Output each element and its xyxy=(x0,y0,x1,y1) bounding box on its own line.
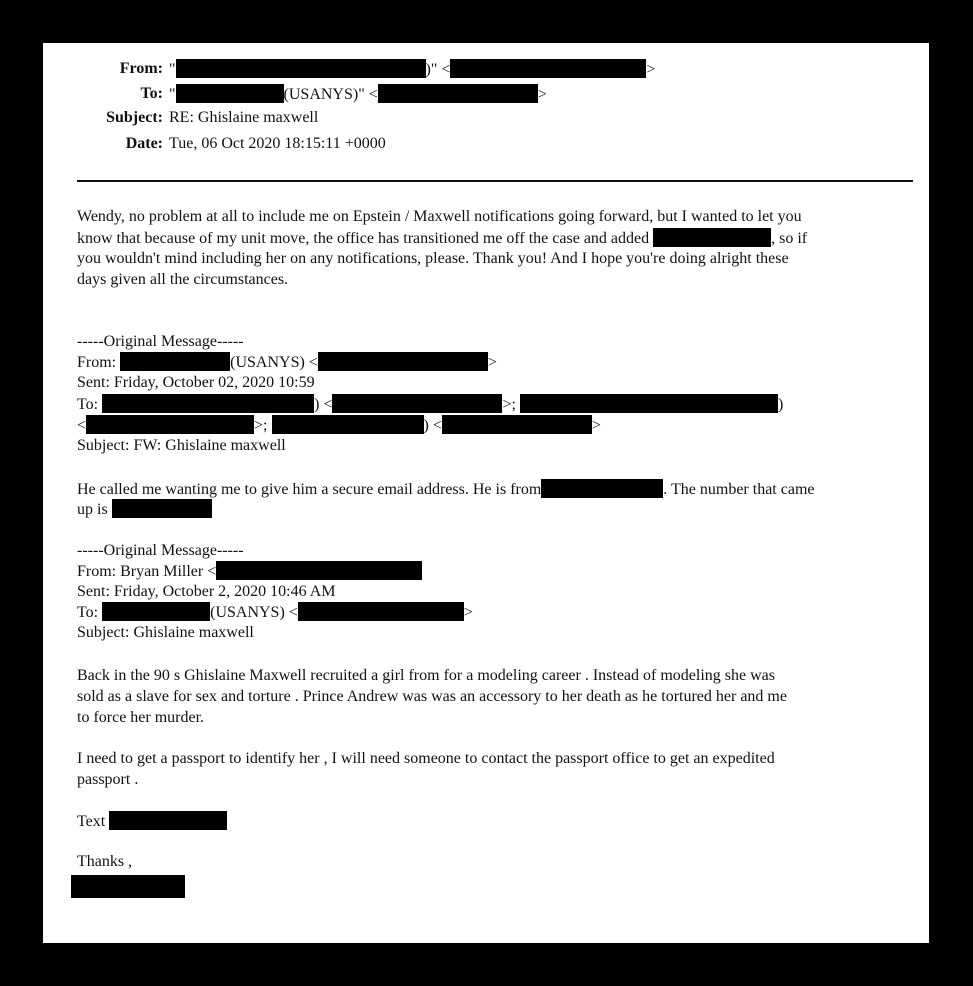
orig2-p1-line-3: to force her murder. xyxy=(77,709,205,726)
orig2-separator: -----Original Message----- xyxy=(77,542,244,559)
redaction-box xyxy=(272,415,424,434)
reply-line-2a: know that because of my unit move, the office has transitioned me off the case and added xyxy=(77,230,650,247)
from-label: From: xyxy=(119,60,163,77)
redaction-box xyxy=(318,352,488,371)
redaction-box xyxy=(102,394,314,413)
redaction-box xyxy=(176,59,426,78)
redaction-box xyxy=(86,415,254,434)
redaction-box xyxy=(112,499,212,518)
redaction-box xyxy=(541,479,663,498)
reply-line-3: you wouldn't mind including her on any notifications, please. Thank you! And I hope you're doing alright these xyxy=(77,250,789,267)
orig2-p2-line-1: I need to get a passport to identify her , I will need someone to contact the passport office to get an expedited xyxy=(77,750,775,767)
redaction-box xyxy=(332,394,502,413)
email-document xyxy=(43,43,929,943)
orig2-from: From: Bryan Miller < xyxy=(77,561,422,582)
reply-line-2b: , so if xyxy=(771,230,808,247)
header-divider xyxy=(77,180,913,182)
redaction-box xyxy=(442,415,592,434)
to-label: To: xyxy=(140,85,163,102)
redaction-box xyxy=(298,602,464,621)
date-label: Date: xyxy=(125,135,163,152)
to-value-quote: " xyxy=(169,86,176,103)
signature-redaction xyxy=(71,875,185,899)
to-value-mid: (USANYS)" < xyxy=(283,86,378,103)
orig2-subject: Subject: Ghislaine maxwell xyxy=(77,624,254,641)
subject-value: RE: Ghislaine maxwell xyxy=(169,109,319,126)
orig1-from: From: (USANYS) < > xyxy=(77,354,497,371)
reply-line-4: days given all the circumstances. xyxy=(77,271,289,288)
orig2-to: To: (USANYS) < > xyxy=(77,604,473,621)
subject-label: Subject: xyxy=(106,109,163,126)
orig2-sent: Sent: Friday, October 2, 2020 10:46 AM xyxy=(77,583,336,600)
orig2-p1-line-2: sold as a slave for sex and torture . Prince Andrew was was an accessory to her death as he tortured her and me xyxy=(77,688,787,705)
from-value-quote: " xyxy=(169,61,176,78)
to-value-end: > xyxy=(537,86,547,103)
orig1-subject: Subject: FW: Ghislaine maxwell xyxy=(77,437,286,454)
orig2-p1-line-1: Back in the 90 s Ghislaine Maxwell recruited a girl from for a modeling career . Instead of modeling she was xyxy=(77,667,775,684)
redaction-box xyxy=(71,875,185,898)
redaction-box xyxy=(109,811,227,830)
orig1-sent: Sent: Friday, October 02, 2020 10:59 xyxy=(77,374,315,391)
orig2-text-line: Text xyxy=(77,811,227,832)
redaction-box xyxy=(102,602,210,621)
redaction-box xyxy=(216,561,422,580)
reply-line-1: Wendy, no problem at all to include me on Epstein / Maxwell notifications going forward, but I wanted to let you xyxy=(77,208,802,225)
from-value-mid: )" < xyxy=(425,61,451,78)
redaction-box xyxy=(450,59,646,78)
orig1-body-line-2: up is xyxy=(77,499,212,520)
reply-line-2 xyxy=(77,228,807,249)
from-value-end: > xyxy=(646,61,656,78)
orig1-body-line-1: He called me wanting me to give him a secure email address. He is from . The number that came xyxy=(77,481,815,498)
redaction-box xyxy=(653,228,771,247)
redaction-box xyxy=(176,84,284,103)
orig2-p2-line-2: passport . xyxy=(77,771,139,788)
orig1-separator: -----Original Message----- xyxy=(77,333,244,350)
redaction-box xyxy=(520,394,778,413)
date-value: Tue, 06 Oct 2020 18:15:11 +0000 xyxy=(169,135,386,152)
orig1-to: To: ) < >; ) xyxy=(77,396,784,413)
redaction-box xyxy=(120,352,230,371)
orig1-to-cont: < >; ) < > xyxy=(77,417,601,434)
redaction-box xyxy=(378,84,538,103)
orig2-thanks: Thanks , xyxy=(77,853,133,870)
